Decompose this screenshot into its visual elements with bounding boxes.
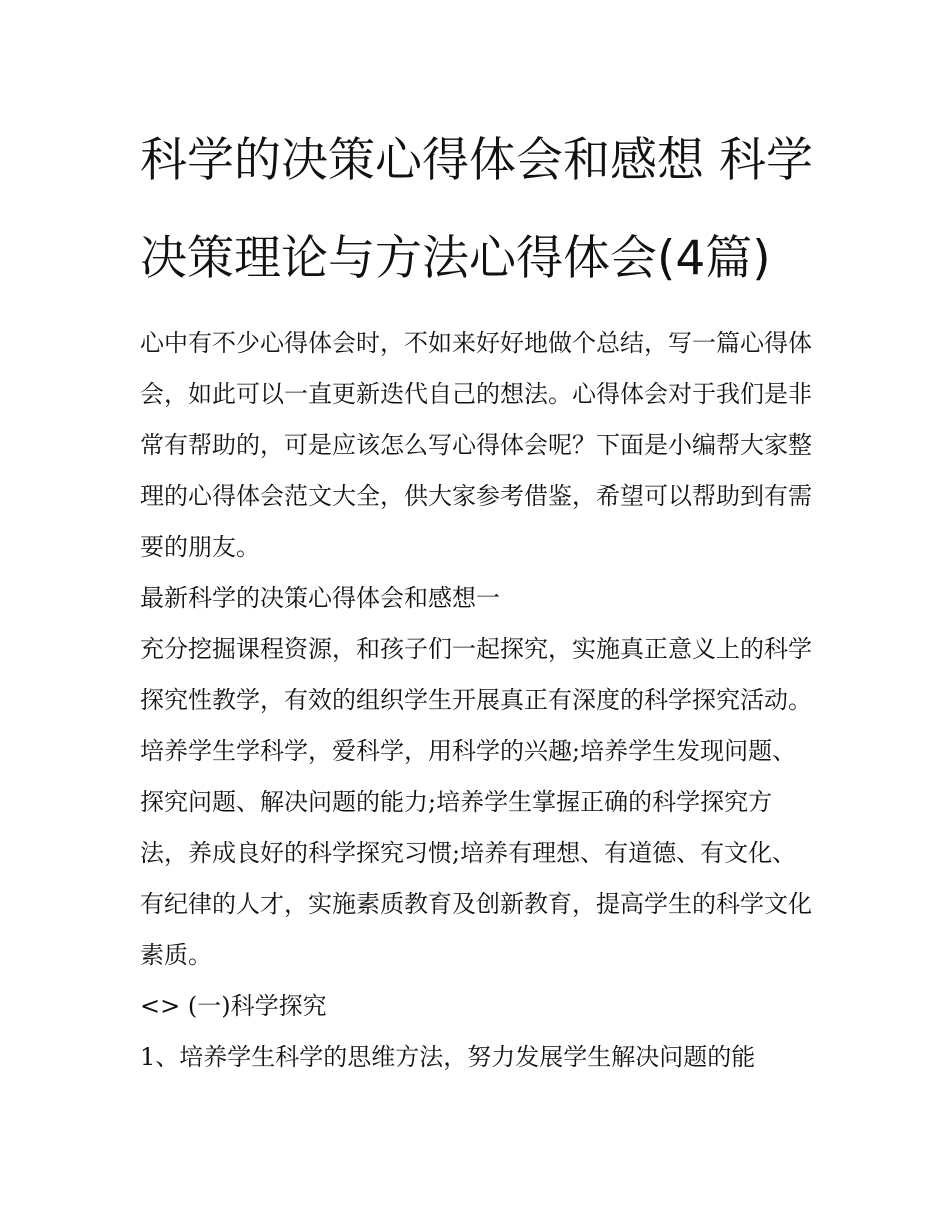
body-paragraph: 充分挖掘课程资源，和孩子们一起探究，实施真正意义上的科学探究性教学，有效的组织学生开展真正有深度的科学探究活动。培养学生学科学，爱科学，用科学的兴趣;培养学生发现问题、探究问题、解决问题的能力;培养学生掌握正确的科学探究方法，养成良好的科学探究习惯;培养有理想、有道德、有文化、有纪律的人才，实施素质教育及创新教育，提高学生的科学文化素质。 xyxy=(140,635,812,969)
section-heading: 最新科学的决策心得体会和感想一 xyxy=(140,584,500,612)
intro-paragraph: 心中有不少心得体会时，不如来好好地做个总结，写一篇心得体会，如此可以一直更新迭代自己的想法。心得体会对于我们是非常有帮助的，可是应该怎么写心得体会呢？下面是小编帮大家整理的心得体会范文大全，供大家参考借鉴，希望可以帮助到有需要的朋友。 xyxy=(140,329,812,561)
document-title: 科学的决策心得体会和感想 科学决策理论与方法心得体会(4篇) xyxy=(140,133,813,286)
document-page xyxy=(140,112,815,1083)
list-item-1: 1、培养学生科学的思维方法，努力发展学生解决问题的能 xyxy=(140,1043,756,1071)
subheading: <> (一)科学探究 xyxy=(140,992,327,1020)
